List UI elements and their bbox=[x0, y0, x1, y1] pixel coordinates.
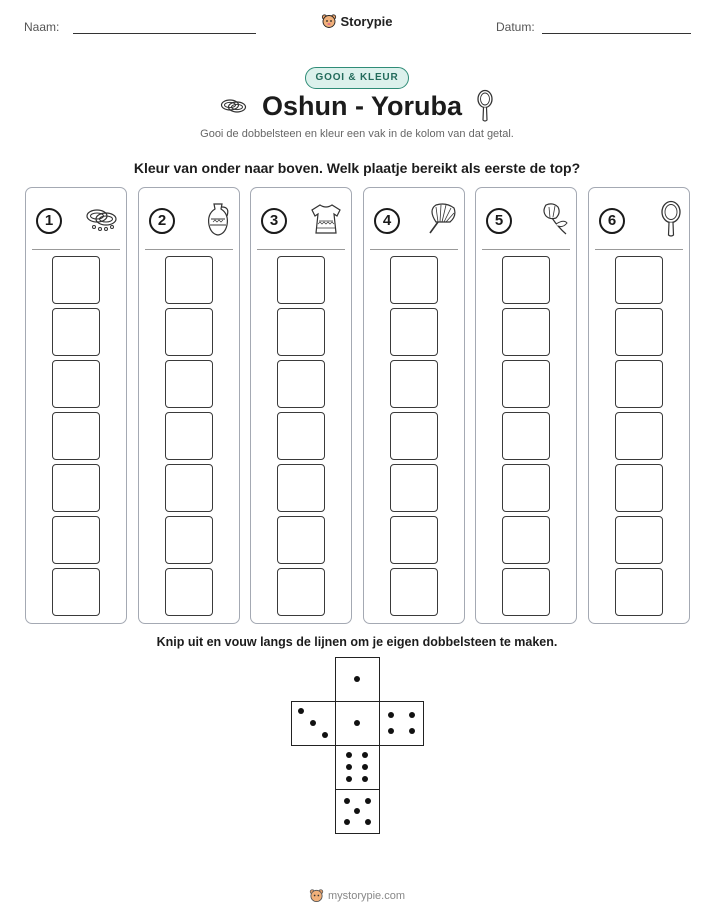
color-box[interactable] bbox=[502, 256, 550, 304]
fan-icon bbox=[424, 202, 458, 241]
dice-pip bbox=[310, 720, 316, 726]
color-box[interactable] bbox=[390, 516, 438, 564]
dice-pip bbox=[365, 798, 371, 804]
dice-pip bbox=[354, 720, 360, 726]
column-header bbox=[486, 204, 570, 238]
date-line[interactable] bbox=[542, 33, 691, 34]
color-box[interactable] bbox=[502, 568, 550, 616]
dice-pip bbox=[362, 776, 368, 782]
column-header bbox=[599, 204, 683, 238]
color-box[interactable] bbox=[52, 568, 100, 616]
color-box[interactable] bbox=[52, 464, 100, 512]
dice-column-5 bbox=[475, 187, 577, 624]
column-divider bbox=[145, 249, 233, 250]
dice-pip bbox=[388, 712, 394, 718]
column-divider bbox=[370, 249, 458, 250]
color-box[interactable] bbox=[52, 516, 100, 564]
dice-column-3 bbox=[250, 187, 352, 624]
footer-url[interactable]: mystorypie.com bbox=[327, 889, 406, 902]
color-box[interactable] bbox=[52, 256, 100, 304]
storypie-mascot-icon bbox=[321, 13, 337, 29]
subtitle: Gooi de dobbelsteen en kleur een vak in de kolom van dat getal. bbox=[200, 128, 514, 140]
column-divider bbox=[32, 249, 120, 250]
brand-logo bbox=[0, 13, 714, 29]
color-box[interactable] bbox=[165, 360, 213, 408]
column-number: 2 bbox=[149, 208, 175, 234]
brand-name: Storypie bbox=[340, 13, 393, 29]
dice-face-lower bbox=[335, 745, 380, 790]
column-number: 4 bbox=[374, 208, 400, 234]
color-box[interactable] bbox=[277, 308, 325, 356]
dice-pip bbox=[346, 752, 352, 758]
color-box[interactable] bbox=[390, 464, 438, 512]
dice-pip bbox=[354, 808, 360, 814]
color-box[interactable] bbox=[615, 360, 663, 408]
dice-pip bbox=[298, 708, 304, 714]
dice-pip bbox=[362, 764, 368, 770]
page-title: Oshun - Yoruba bbox=[261, 90, 462, 121]
color-box[interactable] bbox=[165, 568, 213, 616]
dice-face-bottom bbox=[335, 789, 380, 834]
mirror-icon bbox=[659, 200, 683, 243]
color-box[interactable] bbox=[165, 464, 213, 512]
bangles-icon bbox=[84, 204, 120, 239]
column-number: 3 bbox=[261, 208, 287, 234]
color-box[interactable] bbox=[52, 360, 100, 408]
column-header bbox=[36, 204, 120, 238]
dice-face-top bbox=[335, 657, 380, 702]
column-number: 6 bbox=[599, 208, 625, 234]
column-divider bbox=[257, 249, 345, 250]
bangles-icon bbox=[220, 95, 248, 117]
date-label: Datum: bbox=[496, 20, 535, 34]
dice-pip bbox=[409, 728, 415, 734]
instruction: Kleur van onder naar boven. Welk plaatje bereikt als eerste de top? bbox=[133, 160, 581, 176]
name-line[interactable] bbox=[73, 33, 256, 34]
dice-pip bbox=[322, 732, 328, 738]
cut-instruction: Knip uit en vouw langs de lijnen om je eigen dobbelsteen te maken. bbox=[156, 635, 558, 649]
color-box[interactable] bbox=[502, 464, 550, 512]
column-number: 5 bbox=[486, 208, 512, 234]
color-box[interactable] bbox=[390, 360, 438, 408]
color-box[interactable] bbox=[165, 308, 213, 356]
dice-pip bbox=[388, 728, 394, 734]
color-box[interactable] bbox=[165, 256, 213, 304]
footer bbox=[0, 888, 714, 903]
dice-pip bbox=[346, 776, 352, 782]
dice-column-4 bbox=[363, 187, 465, 624]
flower-icon bbox=[536, 201, 570, 242]
dice-face-center bbox=[335, 701, 380, 746]
color-box[interactable] bbox=[615, 568, 663, 616]
column-header bbox=[374, 204, 458, 238]
color-box[interactable] bbox=[390, 308, 438, 356]
dice-face-right bbox=[379, 701, 424, 746]
color-box[interactable] bbox=[502, 412, 550, 460]
dice-pip bbox=[409, 712, 415, 718]
dice-pip bbox=[346, 764, 352, 770]
dice-column-6 bbox=[588, 187, 690, 624]
color-box[interactable] bbox=[277, 516, 325, 564]
color-box[interactable] bbox=[502, 308, 550, 356]
color-box[interactable] bbox=[277, 412, 325, 460]
color-box[interactable] bbox=[277, 568, 325, 616]
color-box[interactable] bbox=[52, 308, 100, 356]
column-header bbox=[149, 204, 233, 238]
dress-icon bbox=[307, 202, 345, 241]
name-label: Naam: bbox=[24, 20, 60, 34]
color-box[interactable] bbox=[390, 256, 438, 304]
dice-column-2 bbox=[138, 187, 240, 624]
color-box[interactable] bbox=[615, 516, 663, 564]
color-box[interactable] bbox=[52, 412, 100, 460]
storypie-mascot-icon bbox=[309, 888, 324, 903]
column-divider bbox=[482, 249, 570, 250]
color-box[interactable] bbox=[277, 464, 325, 512]
color-box[interactable] bbox=[502, 360, 550, 408]
column-number: 1 bbox=[36, 208, 62, 234]
column-header bbox=[261, 204, 345, 238]
color-box[interactable] bbox=[165, 412, 213, 460]
dice-face-left bbox=[291, 701, 336, 746]
dice-pip bbox=[362, 752, 368, 758]
dice-pip bbox=[365, 819, 371, 825]
color-box[interactable] bbox=[390, 412, 438, 460]
dice-column-1 bbox=[25, 187, 127, 624]
column-divider bbox=[595, 249, 683, 250]
color-box[interactable] bbox=[502, 516, 550, 564]
dice-pip bbox=[344, 819, 350, 825]
mirror-icon bbox=[476, 89, 494, 123]
color-box[interactable] bbox=[615, 256, 663, 304]
dice-pip bbox=[354, 676, 360, 682]
color-box[interactable] bbox=[615, 412, 663, 460]
vase-icon bbox=[203, 201, 233, 242]
color-box[interactable] bbox=[615, 464, 663, 512]
color-box[interactable] bbox=[165, 516, 213, 564]
color-box[interactable] bbox=[615, 308, 663, 356]
color-box[interactable] bbox=[277, 360, 325, 408]
category-badge: GOOI & KLEUR bbox=[305, 67, 410, 89]
dice-pip bbox=[344, 798, 350, 804]
color-box[interactable] bbox=[390, 568, 438, 616]
color-box[interactable] bbox=[277, 256, 325, 304]
